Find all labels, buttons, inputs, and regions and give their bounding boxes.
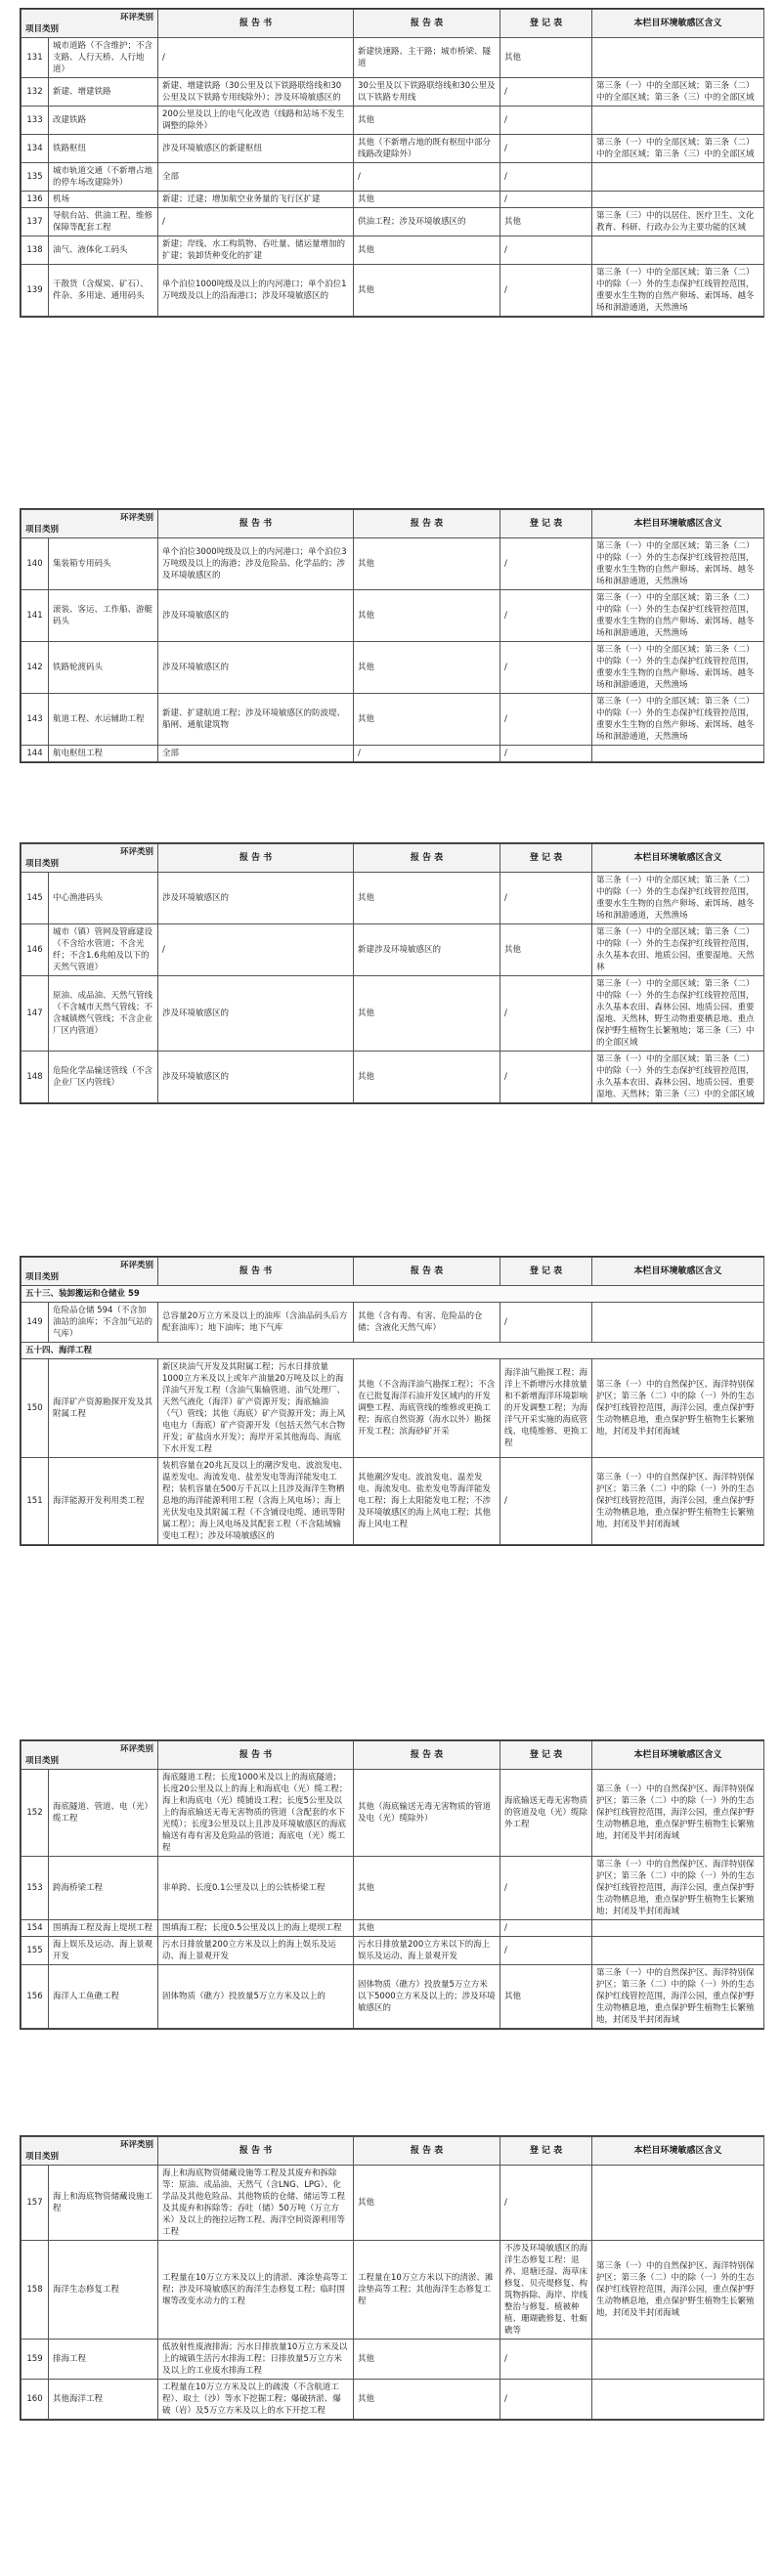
sensitive-area-cell — [592, 2340, 764, 2380]
report-table-cell: 供油工程；涉及环境敏感区的 — [354, 208, 500, 236]
row-number: 155 — [22, 1937, 49, 1965]
register-header: 登 记 表 — [500, 2137, 592, 2166]
report-table-cell: 新建快速路、主干路；城市桥梁、隧道 — [354, 38, 500, 78]
table-row — [22, 236, 764, 265]
table-row — [22, 107, 764, 135]
project-name: 城市轨道交通（不新增占地的停车场改建除外） — [49, 163, 158, 192]
category-top-label: 环评类别 — [120, 513, 154, 523]
report-book-cell: / — [158, 208, 354, 236]
register-table-cell: 其他 — [500, 208, 592, 236]
report-book-cell: 涉及环境敏感区的 — [158, 1052, 354, 1103]
table-row — [22, 2166, 764, 2241]
table-row — [22, 78, 764, 107]
project-name: 危险品仓储 594（不含加油站的油库；不含加气站的气库） — [49, 1303, 158, 1343]
register-table-cell: / — [500, 192, 592, 208]
category-bottom-label: 项目类别 — [25, 859, 60, 869]
report-table-cell: 其他 — [354, 2340, 500, 2380]
table-body — [22, 38, 764, 317]
report-book-cell: / — [158, 924, 354, 976]
table-row — [22, 2380, 764, 2420]
register-header: 登 记 表 — [500, 1741, 592, 1770]
table-row — [22, 1359, 764, 1458]
row-number: 135 — [22, 163, 49, 192]
table-row — [22, 1770, 764, 1857]
row-number: 141 — [22, 590, 49, 642]
project-name: 集装箱专用码头 — [49, 538, 158, 590]
report-header: 报 告 书 — [158, 1741, 354, 1770]
table-row — [22, 1937, 764, 1965]
row-number: 156 — [22, 1965, 49, 2029]
table-row — [22, 873, 764, 924]
register-header: 登 记 表 — [500, 510, 592, 538]
report-table-cell: 其他 — [354, 236, 500, 265]
project-name: 海洋矿产资源勘探开发及其附属工程 — [49, 1359, 158, 1458]
sensitive-area-cell — [592, 1937, 764, 1965]
table-header — [22, 1258, 764, 1286]
report-table-cell: 其他 — [354, 694, 500, 746]
meaning-header: 本栏目环境敏感区含义 — [592, 1258, 764, 1286]
register-table-cell: 海底输送无毒无害物质的管道及电（光）缆除外工程 — [500, 1770, 592, 1857]
report-table-cell: 其他（海底输送无毒无害物质的管道及电（光）缆除外） — [354, 1770, 500, 1857]
table-row — [22, 1458, 764, 1545]
report-book-cell: 涉及环境敏感区的 — [158, 976, 354, 1052]
sensitive-area-cell: 第三条（一）中的全部区域；第三条（二）中的除（一）外的生态保护红线管控范围，重要水生生物的自然产卵场、索饵场、越冬场和洄游通道，天然渔场 — [592, 538, 764, 590]
sensitive-area-cell: 第三条（一）中的全部区域；第三条（二）中的除（一）外的生态保护红线管控范围，重要水生生物的自然产卵场、索饵场、越冬场和洄游通道，天然渔场 — [592, 873, 764, 924]
register-table-cell: / — [500, 78, 592, 107]
register-table-cell: / — [500, 265, 592, 317]
row-number: 139 — [22, 265, 49, 317]
row-number: 145 — [22, 873, 49, 924]
project-name: 海洋能源开发利用类工程 — [49, 1458, 158, 1545]
report-table-cell: 其他 — [354, 873, 500, 924]
table-header-col: 报 告 表 — [354, 1258, 500, 1286]
eia-table — [21, 843, 764, 1103]
category-header — [22, 2137, 158, 2166]
table-row — [22, 976, 764, 1052]
report-header: 报 告 书 — [158, 510, 354, 538]
row-number: 131 — [22, 38, 49, 78]
report-book-cell: 围填海工程；长度0.5公里及以上的海上堤坝工程 — [158, 1920, 354, 1937]
category-bottom-label: 项目类别 — [25, 1272, 60, 1282]
table-header — [22, 844, 764, 873]
section-row — [22, 1343, 764, 1359]
table-block-2 — [20, 508, 764, 763]
report-table-cell: / — [354, 746, 500, 762]
sensitive-area-cell — [592, 1920, 764, 1937]
report-book-cell: 工程量在10万立方米及以上的疏浚（不含航道工程）、取土（沙）等水下挖掘工程；爆破挤淤、爆破（岩）及5万立方米及以上的水下开挖工程 — [158, 2380, 354, 2420]
sensitive-area-cell — [592, 2166, 764, 2241]
register-table-cell: / — [500, 873, 592, 924]
project-name: 城市道路（不含维护；不含支路、人行天桥、人行地道） — [49, 38, 158, 78]
report-book-cell: 全部 — [158, 163, 354, 192]
row-number: 154 — [22, 1920, 49, 1937]
report-book-cell: 工程量在10万立方米及以上的清淤、滩涂垫高等工程；涉及环境敏感区的海洋生态修复工程；临时围堰等改变水动力的工程 — [158, 2241, 354, 2340]
table-body — [22, 538, 764, 762]
report-table-cell: 其他 — [354, 538, 500, 590]
sensitive-area-cell: 第三条（一）中的全部区域；第三条（二）中的除（一）外的生态保护红线管控范围，永久基本农田、森林公园、地质公园、重要湿地、天然林，野生动物重要栖息地、重点保护野生植物生长繁殖地；第三条（三）中的全部区域 — [592, 976, 764, 1052]
report-table-cell: 新建涉及环境敏感区的 — [354, 924, 500, 976]
category-top-label: 环评类别 — [120, 13, 154, 22]
report-book-cell: 涉及环境敏感区的 — [158, 590, 354, 642]
category-top-label: 环评类别 — [120, 2140, 154, 2150]
eia-table — [21, 1740, 764, 2029]
row-number: 132 — [22, 78, 49, 107]
report-book-cell: 污水日排放量200立方米及以上的海上娱乐及运动、海上景观开发 — [158, 1937, 354, 1965]
report-book-cell: 全部 — [158, 746, 354, 762]
report-book-cell: 固体物质（礁方）投放量5万立方米及以上的 — [158, 1965, 354, 2029]
project-name: 干散货（含煤炭、矿石）、件杂、多用途、通用码头 — [49, 265, 158, 317]
category-top-label: 环评类别 — [120, 1744, 154, 1754]
sensitive-area-cell: 第三条（一）中的全部区域；第三条（二）中的除（一）外的生态保护红线管控范围，重要水生生物的自然产卵场、索饵场、越冬场和洄游通道，天然渔场 — [592, 694, 764, 746]
row-number: 150 — [22, 1359, 49, 1458]
sensitive-area-cell: 第三条（一）中的自然保护区、海洋特别保护区；第三条（二）中的除（一）外的生态保护红线管控范围，海洋公园，重点保护野生动物栖息地，重点保护野生植物生长繁殖地，封闭及半封闭海域 — [592, 2241, 764, 2340]
sensitive-area-cell: 第三条（一）中的全部区域；第三条（二）中的除（一）外的生态保护红线管控范围，永久基本农田、森林公园、地质公园、重要湿地、天然林；第三条（三）中的全部区域 — [592, 1052, 764, 1103]
category-bottom-label: 项目类别 — [25, 24, 60, 34]
register-header: 登 记 表 — [500, 10, 592, 38]
table-body — [22, 873, 764, 1103]
report-table-cell: 其他 — [354, 642, 500, 694]
register-table-cell: / — [500, 590, 592, 642]
table-header-col: 报 告 表 — [354, 510, 500, 538]
eia-table — [21, 509, 764, 762]
table-body — [22, 1770, 764, 2029]
row-number: 152 — [22, 1770, 49, 1857]
register-table-cell: / — [500, 163, 592, 192]
table-header — [22, 10, 764, 38]
report-table-cell: 其他 — [354, 1920, 500, 1937]
row-number: 136 — [22, 192, 49, 208]
table-row — [22, 208, 764, 236]
sensitive-area-cell: 第三条（一）中的自然保护区、海洋特别保护区；第三条（二）中的除（一）外的生态保护红线管控范围，海洋公园，重点保护野生动物栖息地，重点保护野生植物生长繁殖地，封闭及半封闭海域 — [592, 1965, 764, 2029]
report-header: 报 告 书 — [158, 844, 354, 873]
row-number: 140 — [22, 538, 49, 590]
table-row — [22, 642, 764, 694]
report-book-cell: 单个泊位1000吨级及以上的内河港口；单个泊位1万吨级及以上的沿海港口；涉及环境敏感区的 — [158, 265, 354, 317]
row-number: 160 — [22, 2380, 49, 2420]
report-book-cell: / — [158, 38, 354, 78]
table-row — [22, 2340, 764, 2380]
sensitive-area-cell: 第三条（一）中的全部区域；第三条（二）中的除（一）外的生态保护红线管控范围，永久基本农田、地质公园、重要湿地、天然林 — [592, 924, 764, 976]
register-table-cell: 海洋油气勘探工程；海洋上不新增污水排放量和不新增海洋环境影响的开发调整工程；为海洋气开采实施的海底管线、电缆维修、更换工程 — [500, 1359, 592, 1458]
report-table-cell: 其他潮汐发电、波浪发电、温差发电、海流发电、盐差发电等海洋能发电工程；海上太阳能发电工程；不涉及环境敏感区的海上风电工程；其他海上风电工程 — [354, 1458, 500, 1545]
category-header — [22, 10, 158, 38]
report-book-cell: 涉及环境敏感区的新建枢纽 — [158, 135, 354, 163]
meaning-header: 本栏目环境敏感区含义 — [592, 844, 764, 873]
register-table-cell: 其他 — [500, 924, 592, 976]
project-name: 排海工程 — [49, 2340, 158, 2380]
report-table-cell: 其他（不新增占地的既有枢纽中部分线路改建除外） — [354, 135, 500, 163]
category-header — [22, 1258, 158, 1286]
project-name: 跨海桥梁工程 — [49, 1857, 158, 1920]
row-number: 157 — [22, 2166, 49, 2241]
category-header — [22, 510, 158, 538]
table-header-col: 报 告 表 — [354, 10, 500, 38]
row-number: 159 — [22, 2340, 49, 2380]
report-table-cell: 固体物质（礁方）投放量5万立方米以下5000立方米及以上的；涉及环境敏感区的 — [354, 1965, 500, 2029]
table-row — [22, 1857, 764, 1920]
table-header-col: 报 告 表 — [354, 844, 500, 873]
table-header-col: 报 告 表 — [354, 2137, 500, 2166]
report-table-cell: 其他 — [354, 2380, 500, 2420]
row-number: 143 — [22, 694, 49, 746]
register-table-cell: / — [500, 1920, 592, 1937]
project-name: 航道工程、水运辅助工程 — [49, 694, 158, 746]
project-name: 导航台站、供油工程、维修保障等配套工程 — [49, 208, 158, 236]
project-name: 机场 — [49, 192, 158, 208]
sensitive-area-cell — [592, 38, 764, 78]
row-number: 158 — [22, 2241, 49, 2340]
sensitive-area-cell — [592, 236, 764, 265]
sensitive-area-cell: 第三条（一）中的全部区域；第三条（二）中的全部区域；第三条（三）中的全部区域 — [592, 78, 764, 107]
project-name: 铁路轮渡码头 — [49, 642, 158, 694]
report-table-cell: 其他 — [354, 192, 500, 208]
project-name: 中心渔港码头 — [49, 873, 158, 924]
register-table-cell: / — [500, 694, 592, 746]
project-name: 改建铁路 — [49, 107, 158, 135]
table-row — [22, 163, 764, 192]
sensitive-area-cell: 第三条（一）中的自然保护区、海洋特别保护区；第三条（二）中的除（一）外的生态保护红线管控范围，海洋公园，重点保护野生动物栖息地，重点保护野生植物生长繁殖地，封闭及半封闭海域 — [592, 1359, 764, 1458]
table-row — [22, 1303, 764, 1343]
meaning-header: 本栏目环境敏感区含义 — [592, 1741, 764, 1770]
register-table-cell: / — [500, 2340, 592, 2380]
table-row — [22, 746, 764, 762]
table-header — [22, 510, 764, 538]
row-number: 138 — [22, 236, 49, 265]
project-name: 原油、成品油、天然气管线（不含城市天然气管线；不含城镇燃气管线；不含企业厂区内管道） — [49, 976, 158, 1052]
project-name: 新建、增建铁路 — [49, 78, 158, 107]
report-book-cell: 新建；岸线、水工构筑物、吞吐量、储运量增加的扩建；装卸货种变化的扩建 — [158, 236, 354, 265]
section-title: 五十三、装卸搬运和仓储业 59 — [22, 1286, 764, 1303]
row-number: 146 — [22, 924, 49, 976]
table-row — [22, 694, 764, 746]
row-number: 137 — [22, 208, 49, 236]
report-book-cell: 非单跨、长度0.1公里及以上的公铁桥梁工程 — [158, 1857, 354, 1920]
table-row — [22, 2241, 764, 2340]
register-table-cell: / — [500, 236, 592, 265]
register-table-cell: / — [500, 1052, 592, 1103]
table-body — [22, 1286, 764, 1545]
sensitive-area-cell: 第三条（一）中的全部区域；第三条（二）中的全部区域；第三条（三）中的全部区域 — [592, 135, 764, 163]
register-header: 登 记 表 — [500, 1258, 592, 1286]
report-book-cell: 涉及环境敏感区的 — [158, 642, 354, 694]
row-number: 148 — [22, 1052, 49, 1103]
project-name: 其他海洋工程 — [49, 2380, 158, 2420]
report-table-cell: 30公里及以下铁路联络线和30公里及以下铁路专用线 — [354, 78, 500, 107]
sensitive-area-cell: 第三条（三）中的以居住、医疗卫生、文化教育、科研、行政办公为主要功能的区域 — [592, 208, 764, 236]
report-book-cell: 200公里及以上的电气化改造（线路和站场不发生调整的除外） — [158, 107, 354, 135]
report-header: 报 告 书 — [158, 1258, 354, 1286]
category-top-label: 环评类别 — [120, 847, 154, 857]
eia-table — [21, 1257, 764, 1545]
eia-table — [21, 2136, 764, 2420]
sensitive-area-cell — [592, 746, 764, 762]
report-book-cell: 单个泊位3000吨级及以上的内河港口；单个泊位3万吨级及以上的海港；涉及危险品、化学品的；涉及环境敏感区的 — [158, 538, 354, 590]
table-block-1 — [20, 8, 764, 318]
row-number: 134 — [22, 135, 49, 163]
row-number: 142 — [22, 642, 49, 694]
table-header — [22, 1741, 764, 1770]
sensitive-area-cell: 第三条（一）中的自然保护区、海洋特别保护区；第三条（二）中的除（一）外的生态保护红线管控范围，海洋公园，重点保护野生动物栖息地，重点保护野生植物生长繁殖地，封闭及半封闭海域 — [592, 1770, 764, 1857]
table-row — [22, 924, 764, 976]
project-name: 航电枢纽工程 — [49, 746, 158, 762]
report-book-cell: 新区块油气开发及其附属工程；污水日排放量1000立方米及以上或年产油量20万吨及以上的海洋油气开发工程（含油气集输管道、油气处理厂、天然气液化（海洋）矿产资源开发；海底输油（气）管线；其他（海底）矿产资源开发；海上风电电力（海底）矿产资源开发（包括天然气水合物开发；矿盐卤水开发）；海岸开采其他海岛、海底下水开发工程 — [158, 1359, 354, 1458]
row-number: 133 — [22, 107, 49, 135]
table-row — [22, 538, 764, 590]
category-bottom-label: 项目类别 — [25, 525, 60, 535]
table-header — [22, 2137, 764, 2166]
sensitive-area-cell — [592, 2380, 764, 2420]
report-book-cell: 新建、扩建航道工程；涉及环境敏感区的防波堤、船闸、通航建筑物 — [158, 694, 354, 746]
section-title: 五十四、海洋工程 — [22, 1343, 764, 1359]
row-number: 149 — [22, 1303, 49, 1343]
category-bottom-label: 项目类别 — [25, 2152, 60, 2162]
report-header: 报 告 书 — [158, 2137, 354, 2166]
register-table-cell: 其他 — [500, 38, 592, 78]
report-table-cell: 其他 — [354, 107, 500, 135]
register-table-cell: 其他 — [500, 1965, 592, 2029]
report-table-cell: 其他（含有毒、有害、危险品的仓储；含液化天然气库） — [354, 1303, 500, 1343]
report-table-cell: 其他 — [354, 1857, 500, 1920]
meaning-header: 本栏目环境敏感区含义 — [592, 2137, 764, 2166]
eia-table — [21, 9, 764, 317]
project-name: 海洋人工鱼礁工程 — [49, 1965, 158, 2029]
register-table-cell: / — [500, 107, 592, 135]
table-row — [22, 1920, 764, 1937]
table-body — [22, 2166, 764, 2420]
project-name: 围填海工程及海上堤坝工程 — [49, 1920, 158, 1937]
sensitive-area-cell: 第三条（一）中的自然保护区、海洋特别保护区；第三条（二）中的除（一）外的生态保护红线管控范围，海洋公园，重点保护野生动物栖息地，重点保护野生植物生长繁殖地；封闭及半封闭海域 — [592, 1857, 764, 1920]
project-name: 城市（镇）管网及管廊建设（不含给水管道；不含光纤；不含1.6兆帕及以下的天然气管道） — [49, 924, 158, 976]
report-book-cell: 涉及环境敏感区的 — [158, 873, 354, 924]
table-row — [22, 192, 764, 208]
row-number: 147 — [22, 976, 49, 1052]
table-block-4 — [20, 1256, 764, 1546]
report-book-cell: 装机容量在20兆瓦及以上的潮汐发电、波浪发电、温差发电、海流发电、盐差发电等海洋能发电工程；装机容量在500万千瓦以上且涉及海洋生物栖息地的海洋能源利用工程（含海上风电场）；海上光伏发电及其附属工程（不含铺设电缆、通讯等附属工程）；海上风电场及其配套工程（不含陆域输变电工程）；涉及环境敏感区的 — [158, 1458, 354, 1545]
table-row — [22, 135, 764, 163]
meaning-header: 本栏目环境敏感区含义 — [592, 10, 764, 38]
project-name: 铁路枢纽 — [49, 135, 158, 163]
table-row — [22, 590, 764, 642]
register-table-cell: / — [500, 2380, 592, 2420]
section-row — [22, 1286, 764, 1303]
report-book-cell: 海上和海底物资储藏设施等工程及其废弃和拆除等：原油、成品油、天然气（含LNG、LPG）、化学品及其他危险品、其他物质的仓储、储运等工程及其废弃和拆除等；吞吐（储）50万吨（万立方米）及以上的拖拉运物工程、海洋空间资源利用等工程 — [158, 2166, 354, 2241]
report-book-cell: 新建、增建铁路（30公里及以下铁路联络线和30公里及以下铁路专用线除外）；涉及环境敏感区的 — [158, 78, 354, 107]
register-table-cell: / — [500, 1458, 592, 1545]
table-block-5 — [20, 1739, 764, 2030]
report-header: 报 告 书 — [158, 10, 354, 38]
sensitive-area-cell — [592, 163, 764, 192]
project-name: 海上和海底物资储藏设施工程 — [49, 2166, 158, 2241]
report-book-cell: 海底隧道工程；长度1000米及以上的海底隧道；长度20公里及以上的海上和海底电（光）缆工程；海上和海底电（光）缆铺设工程；长度5公里及以上的海底输送无毒无害物质的管道（含配套的水下光缆）；长度3公里及以上且涉及环境敏感区的海底输送有毒有害及危险品的管道；海底电（光）缆工程 — [158, 1770, 354, 1857]
register-table-cell: / — [500, 1857, 592, 1920]
project-name: 滚装、客运、工作船、游艇码头 — [49, 590, 158, 642]
register-table-cell: / — [500, 746, 592, 762]
report-table-cell: / — [354, 163, 500, 192]
table-block-6 — [20, 2135, 764, 2421]
sensitive-area-cell: 第三条（一）中的自然保护区、海洋特别保护区；第三条（二）中的除（一）外的生态保护红线管控范围，海洋公园，重点保护野生动物栖息地，重点保护野生植物生长繁殖地，封闭及半封闭海域 — [592, 1458, 764, 1545]
report-book-cell: 总容量20万立方米及以上的油库（含油品码头后方配套油库）；地下油库；地下气库 — [158, 1303, 354, 1343]
report-table-cell: 其他 — [354, 1052, 500, 1103]
report-table-cell: 其他 — [354, 590, 500, 642]
category-header — [22, 1741, 158, 1770]
sensitive-area-cell — [592, 1303, 764, 1343]
sensitive-area-cell — [592, 192, 764, 208]
project-name: 危险化学品输送管线（不含企业厂区内管线） — [49, 1052, 158, 1103]
register-table-cell: / — [500, 135, 592, 163]
table-row — [22, 1965, 764, 2029]
row-number: 151 — [22, 1458, 49, 1545]
report-table-cell: 其他（不含海洋油气勘探工程）；不含在已批复海洋石油开发区域内的开发调整工程、海底管线的维修或更换工程；海底自然资源（海水以外）勘探开发工程；滨海砂矿开采 — [354, 1359, 500, 1458]
meaning-header: 本栏目环境敏感区含义 — [592, 510, 764, 538]
report-table-cell: 其他 — [354, 265, 500, 317]
sensitive-area-cell: 第三条（一）中的全部区域；第三条（二）中的除（一）外的生态保护红线管控范围，重要水生生物的自然产卵场、索饵场、越冬场和洄游通道，天然渔场 — [592, 642, 764, 694]
project-name: 海底隧道、管道、电（光）缆工程 — [49, 1770, 158, 1857]
report-table-cell: 其他 — [354, 976, 500, 1052]
register-table-cell: / — [500, 538, 592, 590]
register-header: 登 记 表 — [500, 844, 592, 873]
register-table-cell: / — [500, 2166, 592, 2241]
report-table-cell: 其他 — [354, 2166, 500, 2241]
row-number: 144 — [22, 746, 49, 762]
category-header — [22, 844, 158, 873]
category-bottom-label: 项目类别 — [25, 1756, 60, 1766]
report-book-cell: 低放射性废液排海；污水日排放量10万立方米及以上的城镇生活污水排海工程；日排放量5万立方米及以上的工业废水排海工程 — [158, 2340, 354, 2380]
table-row — [22, 1052, 764, 1103]
project-name: 油气、液体化工码头 — [49, 236, 158, 265]
project-name: 海洋生态修复工程 — [49, 2241, 158, 2340]
sensitive-area-cell: 第三条（一）中的全部区域；第三条（二）中的除（一）外的生态保护红线管控范围，重要水生生物的自然产卵场、索饵场、越冬场和洄游通道，天然渔场 — [592, 265, 764, 317]
table-row — [22, 38, 764, 78]
register-table-cell: / — [500, 1303, 592, 1343]
register-table-cell: / — [500, 1937, 592, 1965]
project-name: 海上娱乐及运动、海上景观开发 — [49, 1937, 158, 1965]
row-number: 153 — [22, 1857, 49, 1920]
report-table-cell: 工程量在10万立方米以下的清淤、滩涂垫高等工程；其他海洋生态修复工程 — [354, 2241, 500, 2340]
sensitive-area-cell — [592, 107, 764, 135]
report-table-cell: 污水日排放量200立方米以下的海上娱乐及运动、海上景观开发 — [354, 1937, 500, 1965]
register-table-cell: / — [500, 642, 592, 694]
register-table-cell: / — [500, 976, 592, 1052]
sensitive-area-cell: 第三条（一）中的全部区域；第三条（二）中的除（一）外的生态保护红线管控范围，重要水生生物的自然产卵场、索饵场、越冬场和洄游通道，天然渔场 — [592, 590, 764, 642]
report-book-cell: 新建；迁建；增加航空业务量的飞行区扩建 — [158, 192, 354, 208]
register-table-cell: 不涉及环境敏感区的海洋生态修复工程：退养、退塘还湿、海草床修复、贝壳堤修复、构筑物拆除、海岸、岸线整治与修复、植被种植、珊瑚礁修复、牡蛎礁等 — [500, 2241, 592, 2340]
category-top-label: 环评类别 — [120, 1261, 154, 1270]
table-row — [22, 265, 764, 317]
table-header-col: 报 告 表 — [354, 1741, 500, 1770]
table-block-3 — [20, 842, 764, 1104]
